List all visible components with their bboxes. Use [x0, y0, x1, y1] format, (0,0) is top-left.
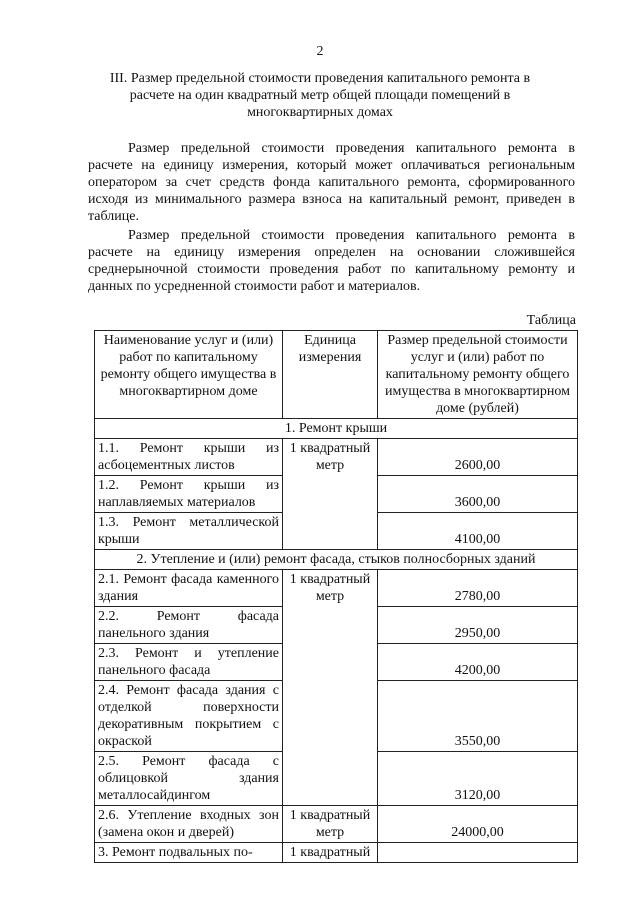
- cost-table: [94, 330, 578, 863]
- service-name: 2.4. Ремонт фасада здания с отделкой поверхности декоративным покрытием с окраской: [95, 681, 283, 752]
- price-cell: 4100,00: [378, 513, 578, 550]
- section-heading: III. Размер предельной стоимости проведения капитального ремонта в расчете на один квадратный метр общей площади помещений в многоквартирных домах: [109, 71, 531, 120]
- service-name: 2.3. Ремонт и утепление панельного фасада: [95, 644, 283, 681]
- unit-cell: 1 квадратный метр: [283, 439, 378, 550]
- table-row: [95, 570, 578, 607]
- price-cell: 2600,00: [378, 439, 578, 476]
- header-service-name: Наименование услуг и (или) работ по капитальному ремонту общего имущества в многоквартирном доме: [95, 331, 283, 419]
- price-cell: 4200,00: [378, 644, 578, 681]
- service-name: 1.3. Ремонт металлической крыши: [95, 513, 283, 550]
- table-row: [95, 439, 578, 476]
- paragraph: Размер предельной стоимости проведения капитального ремонта в расчете на единицу измерения определен на основании сложившейся среднерыночной стоимости проведения работ по капитальному ремонту и данных по усредненной стоимости работ и материалов.: [88, 228, 575, 294]
- table-header-row: [95, 331, 578, 419]
- section-row: [95, 550, 578, 570]
- service-name: 2.2. Ремонт фасада панельного здания: [95, 607, 283, 644]
- service-name: 2.6. Утепление входных зон (замена окон и дверей): [95, 806, 283, 843]
- table-row: [95, 806, 578, 843]
- table-row: [95, 843, 578, 863]
- section-title: 2. Утепление и (или) ремонт фасада, стыков полносборных зданий: [95, 550, 578, 570]
- unit-cell: 1 квадратный метр: [283, 806, 378, 843]
- header-max-cost: Размер предельной стоимости услуг и (или) работ по капитальному ремонту общего имущества в многоквартирном доме (рублей): [378, 331, 578, 419]
- section-row: [95, 419, 578, 439]
- price-cell: 3550,00: [378, 681, 578, 752]
- table-caption: Таблица: [526, 313, 576, 328]
- price-cell: 2950,00: [378, 607, 578, 644]
- paragraph: Размер предельной стоимости проведения капитального ремонта в расчете на единицу измерения, который может оплачиваться региональным оператором за счет средств фонда капитального ремонта, сформированного исходя из минимального размера взноса на капитальный ремонт, приведен в таблице.: [88, 141, 575, 224]
- page-number: 2: [316, 44, 324, 59]
- header-unit: Единица измерения: [283, 331, 378, 419]
- service-name: 1.1. Ремонт крыши из асбоцементных листов: [95, 439, 283, 476]
- unit-cell: 1 квадратный метр: [283, 570, 378, 806]
- service-name: 1.2. Ремонт крыши из наплавляемых материалов: [95, 476, 283, 513]
- price-cell: 2780,00: [378, 570, 578, 607]
- price-cell: [378, 843, 578, 863]
- unit-cell: 1 квадратный: [283, 843, 378, 863]
- price-cell: 3120,00: [378, 752, 578, 806]
- service-name: 2.5. Ремонт фасада с облицовкой здания металлосайдингом: [95, 752, 283, 806]
- service-name: 2.1. Ремонт фасада каменного здания: [95, 570, 283, 607]
- service-name: 3. Ремонт подвальных по-: [95, 843, 283, 863]
- section-title: 1. Ремонт крыши: [95, 419, 578, 439]
- price-cell: 3600,00: [378, 476, 578, 513]
- price-cell: 24000,00: [378, 806, 578, 843]
